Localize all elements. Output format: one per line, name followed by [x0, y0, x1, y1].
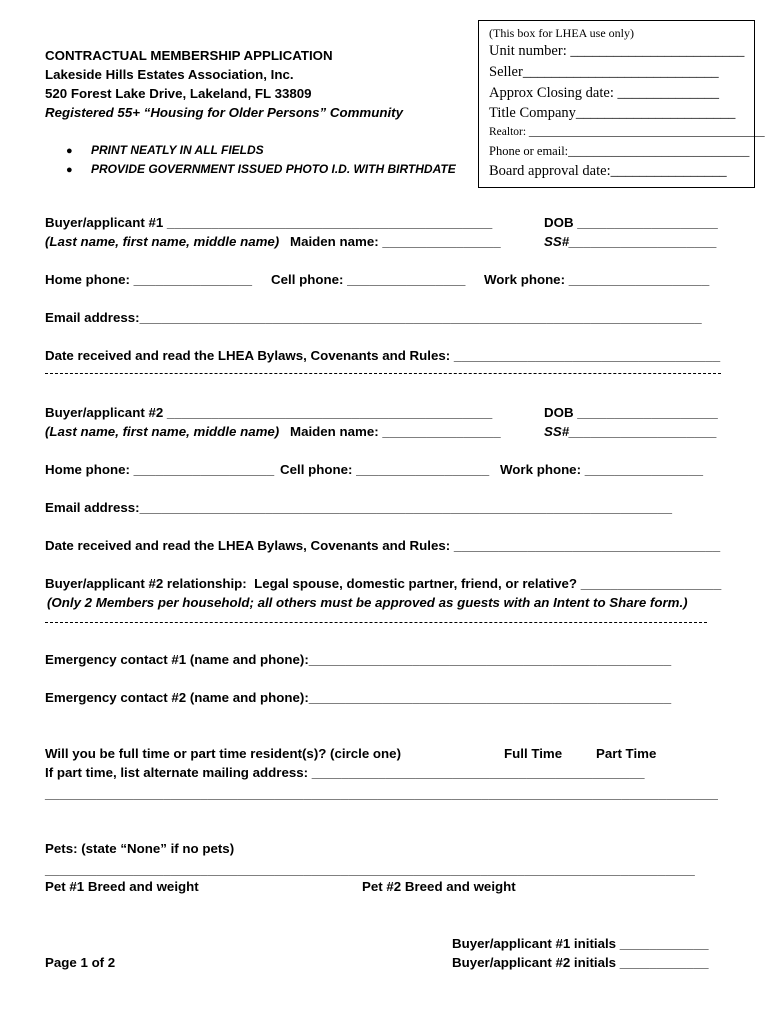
applicant1-home-phone-field[interactable]: Home phone: ________________	[45, 272, 252, 287]
pet2-line[interactable]: _____________________________________________	[362, 862, 695, 877]
applicant1-email-field[interactable]: Email address:____________________________________________________________________________	[45, 310, 702, 325]
emergency-contact2-field[interactable]: Emergency contact #2 (name and phone):_________________________________________________	[45, 690, 672, 705]
applicant2-home-phone-field[interactable]: Home phone: ___________________	[45, 462, 275, 477]
applicant2-work-phone-field[interactable]: Work phone: ________________	[500, 462, 704, 477]
seller-field[interactable]: Seller___________________________	[489, 64, 719, 80]
form-title: CONTRACTUAL MEMBERSHIP APPLICATION	[45, 48, 333, 63]
pet1-line[interactable]: _____________________________________________	[45, 862, 378, 877]
emergency-contact1-field[interactable]: Emergency contact #1 (name and phone):_________________________________________________	[45, 652, 672, 667]
org-name: Lakeside Hills Estates Association, Inc.	[45, 67, 294, 82]
bullet-icon: ●	[66, 145, 73, 157]
applicant2-name-hint: (Last name, first name, middle name)	[45, 424, 280, 439]
board-approval-field[interactable]: Board approval date:________________	[489, 163, 727, 179]
title-company-field[interactable]: Title Company______________________	[489, 105, 736, 121]
applicant1-ss-field[interactable]: SS#____________________	[544, 234, 718, 249]
bullet-icon: ●	[66, 164, 73, 176]
section-divider	[45, 622, 707, 623]
applicant1-work-phone-field[interactable]: Work phone: ___________________	[484, 272, 710, 287]
applicant2-ss-field[interactable]: SS#____________________	[544, 424, 718, 439]
applicant1-bylaws-field[interactable]: Date received and read the LHEA Bylaws, Covenants and Rules: ____________________________________	[45, 348, 721, 363]
applicant2-bylaws-field[interactable]: Date received and read the LHEA Bylaws, Covenants and Rules: ____________________________________	[45, 538, 721, 553]
registered-note: Registered 55+ “Housing for Older Persons” Community	[45, 105, 403, 120]
instruction-1: PRINT NEATLY IN ALL FIELDS	[91, 143, 264, 157]
applicant2-cell-phone-field[interactable]: Cell phone: __________________	[280, 462, 490, 477]
applicant1-dob-field[interactable]: DOB ___________________	[544, 215, 718, 230]
alternate-address-field[interactable]: If part time, list alternate mailing address: _____________________________________________	[45, 765, 645, 780]
closing-date-field[interactable]: Approx Closing date: ______________	[489, 85, 719, 101]
part-time-option[interactable]: Part Time	[596, 746, 657, 761]
applicant2-name-field[interactable]: Buyer/applicant #2 ____________________________________________	[45, 405, 493, 420]
applicant2-initials-field[interactable]: Buyer/applicant #2 initials ____________	[452, 955, 709, 970]
applicant1-name-hint: (Last name, first name, middle name)	[45, 234, 280, 249]
applicant1-name-field[interactable]: Buyer/applicant #1 ____________________________________________	[45, 215, 493, 230]
section-divider	[45, 373, 721, 374]
applicant2-relationship-field[interactable]: Buyer/applicant #2 relationship: Legal spouse, domestic partner, friend, or relative? ___________________	[45, 576, 722, 591]
full-time-option[interactable]: Full Time	[504, 746, 563, 761]
alternate-address-line[interactable]: ___________________________________________________________________________________________	[45, 786, 718, 801]
org-address: 520 Forest Lake Drive, Lakeland, FL 33809	[45, 86, 312, 101]
unit-number-field[interactable]: Unit number: ________________________	[489, 43, 745, 59]
realtor-field[interactable]: Realtor: _________________________________________	[489, 126, 765, 138]
household-note: (Only 2 Members per household; all others must be approved as guests with an Intent to Share form.)	[47, 595, 688, 610]
office-box-heading: (This box for LHEA use only)	[489, 26, 634, 40]
pet1-label: Pet #1 Breed and weight	[45, 879, 199, 894]
phone-email-field[interactable]: Phone or email:_____________________________	[489, 144, 750, 158]
applicant1-maiden-field[interactable]: Maiden name: ________________	[290, 234, 501, 249]
pet2-label: Pet #2 Breed and weight	[362, 879, 516, 894]
applicant2-maiden-field[interactable]: Maiden name: ________________	[290, 424, 501, 439]
applicant2-dob-field[interactable]: DOB ___________________	[544, 405, 718, 420]
pets-label: Pets: (state “None” if no pets)	[45, 841, 235, 856]
residency-question: Will you be full time or part time resident(s)? (circle one)	[45, 746, 401, 761]
applicant1-initials-field[interactable]: Buyer/applicant #1 initials ____________	[452, 936, 709, 951]
applicant1-cell-phone-field[interactable]: Cell phone: ________________	[271, 272, 466, 287]
instruction-2: PROVIDE GOVERNMENT ISSUED PHOTO I.D. WITH BIRTHDATE	[91, 162, 456, 176]
page-number: Page 1 of 2	[45, 955, 116, 970]
applicant2-email-field[interactable]: Email address:________________________________________________________________________	[45, 500, 673, 515]
